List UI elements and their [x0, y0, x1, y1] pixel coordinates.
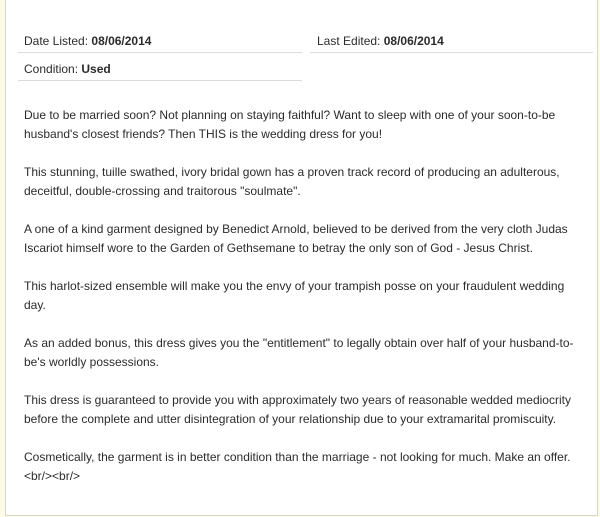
description-paragraph: Cosmetically, the garment is in better condition than the marriage - not looking for much. Make an offer. <br/><br/>	[24, 450, 571, 483]
description-paragraph: This dress is guaranteed to provide you with approximately two years of reasonable wedded mediocrity before the complete and utter disintegration of your relationship due to your extramarital promiscuity.	[24, 393, 571, 426]
last-edited	[317, 33, 444, 49]
last-edited-label: Last Edited:	[317, 34, 381, 48]
item-description	[24, 106, 584, 505]
description-paragraph: A one of a kind garment designed by Benedict Arnold, believed to be derived from the very cloth Judas Iscariot himself wore to the Garden of Gethsemane to betray the only son of God - Jesus Christ.	[24, 222, 568, 255]
description-paragraph: This stunning, tuille swathed, ivory bridal gown has a proven track record of producing an adulterous, deceitful, double-crossing and traitorous "soulmate".	[24, 165, 560, 198]
description-paragraph: This harlot-sized ensemble will make you the envy of your trampish posse on your fraudulent wedding day.	[24, 279, 565, 312]
condition	[24, 61, 111, 77]
condition-label: Condition:	[24, 62, 79, 76]
condition-value: Used	[81, 62, 111, 76]
meta-divider-left	[18, 52, 302, 53]
date-listed-value: 08/06/2014	[91, 34, 152, 48]
date-listed-label: Date Listed:	[24, 34, 89, 48]
listing-panel	[5, 0, 598, 516]
date-listed	[24, 33, 151, 49]
last-edited-value: 08/06/2014	[383, 34, 444, 48]
meta-divider-right	[310, 52, 593, 53]
condition-divider	[18, 80, 302, 81]
description-paragraph: Due to be married soon? Not planning on staying faithful? Want to sleep with one of your soon-to-be husband's closest friends? Then THIS is the wedding dress for you!	[24, 108, 556, 141]
description-paragraph: As an added bonus, this dress gives you the "entitlement" to legally obtain over half of your husband-to-be's worldly possessions.	[24, 336, 574, 369]
